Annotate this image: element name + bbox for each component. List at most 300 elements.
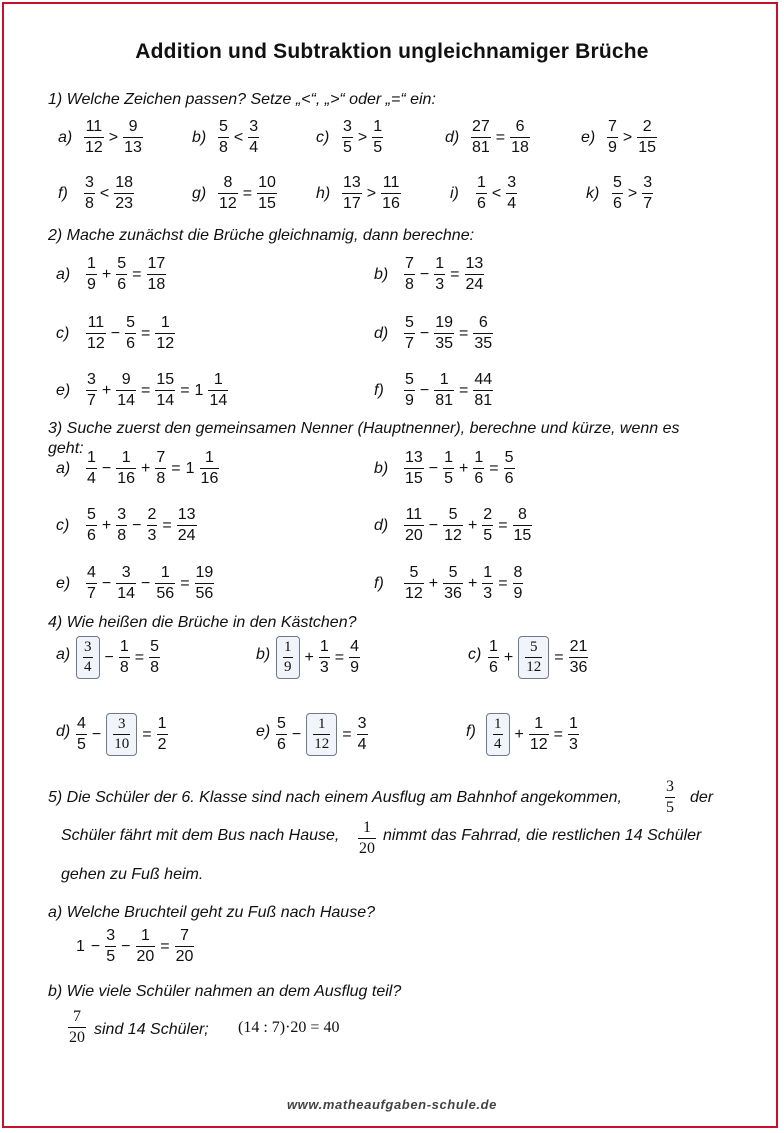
denominator: 6	[126, 335, 136, 352]
numerator: 1	[119, 638, 129, 655]
answer-box	[76, 636, 100, 679]
numerator: 5	[409, 564, 419, 581]
operator: =	[553, 725, 563, 743]
footer-url: www.matheaufgaben-schule.de	[286, 1097, 498, 1112]
fraction	[637, 119, 657, 156]
whole-number: 1	[194, 381, 204, 399]
expression	[610, 175, 655, 212]
operator: =	[459, 324, 469, 342]
numerator: 13	[177, 506, 196, 523]
expression	[216, 175, 279, 212]
fraction: 3 5	[666, 778, 674, 816]
item-label: f)	[374, 575, 384, 592]
fraction	[529, 716, 549, 753]
fraction	[248, 119, 259, 156]
operator: =	[498, 574, 508, 592]
expression	[82, 175, 136, 212]
expression	[402, 450, 517, 487]
item-label: k)	[586, 185, 600, 202]
denominator: 3	[483, 585, 493, 602]
numerator: 1	[444, 449, 454, 466]
item-label: a)	[58, 129, 73, 146]
fraction	[155, 315, 175, 352]
numerator: 1	[319, 638, 329, 655]
operator: +	[141, 459, 151, 477]
denominator: 81	[435, 392, 454, 409]
numerator: 1	[483, 564, 493, 581]
operator: −	[101, 574, 112, 592]
operator: −	[419, 265, 430, 283]
fraction	[86, 450, 97, 487]
denominator: 17	[343, 195, 361, 212]
denominator: 3	[319, 659, 329, 676]
denominator: 4	[84, 659, 92, 675]
denominator: 5	[483, 527, 493, 544]
fraction	[313, 717, 330, 752]
denominator: 12	[526, 659, 542, 675]
numerator: 5	[277, 715, 286, 732]
numerator: 3	[357, 715, 367, 732]
denominator: 15	[638, 139, 657, 156]
numerator: 18	[115, 174, 134, 191]
denominator: 4	[494, 736, 502, 752]
fraction	[86, 372, 97, 409]
fraction	[208, 372, 228, 409]
expression	[84, 450, 221, 487]
operator: =	[134, 648, 145, 666]
fraction	[177, 507, 197, 544]
numerator: 5	[87, 506, 96, 523]
fraction	[357, 716, 368, 753]
item-label: d)	[374, 517, 389, 534]
numerator: 5	[504, 449, 514, 466]
answer-box	[106, 713, 137, 756]
numerator: 1	[568, 715, 578, 732]
task-5-fraction-bus	[663, 779, 677, 816]
denominator: 3	[435, 276, 445, 293]
operator: −	[101, 459, 112, 477]
task-5b-question: b) Wie viele Schüler nahmen an dem Ausflug teil?	[48, 983, 402, 1000]
fraction	[155, 450, 166, 487]
denominator: 9	[87, 276, 96, 293]
denominator: 8	[219, 139, 228, 156]
numerator: 2	[483, 506, 493, 523]
item-label: e)	[581, 129, 596, 146]
denominator: 4	[357, 736, 367, 753]
task-2-heading: 2) Mache zunächst die Brüche gleichnamig, dann berechne:	[48, 227, 475, 244]
fraction	[404, 372, 415, 409]
denominator: 13	[124, 139, 142, 156]
task-5-text-line2a: Schüler fährt mit dem Bus nach Hause,	[61, 827, 340, 844]
fraction	[257, 175, 277, 212]
numerator: 7	[180, 927, 189, 944]
numerator: 6	[478, 314, 488, 331]
operator: −	[428, 516, 439, 534]
fraction	[84, 175, 95, 212]
numerator: 1	[204, 449, 214, 466]
numerator: 3	[84, 639, 92, 655]
denominator: 14	[209, 392, 228, 409]
task-5b-fraction	[66, 1009, 88, 1046]
task-3-heading-cont: geht:	[48, 440, 84, 457]
operator: =	[459, 381, 469, 399]
fraction	[123, 119, 143, 156]
fraction	[76, 716, 87, 753]
numerator: 1	[439, 371, 449, 388]
fraction	[283, 640, 293, 675]
denominator: 6	[474, 470, 484, 487]
fraction	[86, 315, 106, 352]
expression	[216, 119, 261, 156]
operator: +	[101, 381, 112, 399]
whole-number: 1	[185, 459, 195, 477]
denominator: 3	[147, 527, 157, 544]
numerator: 3	[643, 174, 653, 191]
operator: =	[162, 516, 172, 534]
fraction	[372, 119, 383, 156]
denominator: 5	[444, 470, 454, 487]
fraction	[443, 450, 454, 487]
expression	[82, 119, 145, 156]
denominator: 15	[513, 527, 532, 544]
numerator: 19	[435, 314, 454, 331]
denominator: 9	[513, 585, 523, 602]
denominator: 4	[249, 139, 259, 156]
denominator: 18	[511, 139, 529, 156]
operator: −	[121, 937, 131, 955]
operator: =	[450, 265, 460, 283]
expression	[474, 175, 519, 212]
numerator: 3	[85, 174, 94, 191]
expression	[84, 565, 216, 602]
numerator: 4	[87, 564, 96, 581]
fraction	[488, 639, 499, 676]
denominator: 9	[608, 139, 617, 156]
fraction	[473, 372, 493, 409]
item-label: e)	[56, 575, 71, 592]
task-5b-text: sind 14 Schüler;	[94, 1021, 209, 1038]
operator: −	[141, 574, 151, 592]
fraction	[195, 565, 215, 602]
numerator: 1	[477, 174, 486, 191]
numerator: 5	[405, 314, 414, 331]
denominator: 12	[87, 335, 105, 352]
numerator: 13	[405, 449, 423, 466]
page-title: Addition und Subtraktion ungleichnamiger Brüche	[135, 40, 649, 63]
denominator: 8	[119, 659, 129, 676]
expression	[274, 636, 362, 679]
numerator: 7	[156, 449, 166, 466]
denominator: 24	[177, 527, 196, 544]
denominator: 3	[568, 736, 578, 753]
denominator: 9	[350, 659, 359, 676]
denominator: 7	[405, 335, 414, 352]
fraction	[465, 256, 485, 293]
numerator: 11	[382, 174, 400, 191]
comparison-sign: >	[366, 184, 377, 202]
fraction: 1 20	[359, 819, 375, 857]
comparison-sign: >	[108, 128, 119, 146]
operator: +	[459, 459, 469, 477]
numerator: 1	[213, 371, 223, 388]
operator: +	[101, 265, 112, 283]
item-label: c)	[316, 129, 330, 146]
numerator: 11	[405, 506, 423, 523]
denominator: 12	[314, 736, 330, 752]
denominator: 12	[156, 335, 175, 352]
fraction	[86, 507, 97, 544]
task-5-text-line2b: nimmt das Fahrrad, die restlichen 14 Schüler	[383, 827, 702, 844]
fraction	[83, 640, 93, 675]
denominator: 7	[87, 392, 96, 409]
numerator: 5	[117, 255, 127, 272]
fraction	[612, 175, 623, 212]
fraction	[319, 639, 330, 676]
denominator: 7	[87, 585, 96, 602]
expression	[469, 119, 532, 156]
item-label: c)	[56, 517, 70, 534]
numerator: 2	[642, 118, 652, 135]
fraction	[513, 565, 524, 602]
fraction	[155, 565, 175, 602]
task-5-text-line1: 5) Die Schüler der 6. Klasse sind nach einem Ausflug am Bahnhof angekommen,	[48, 789, 622, 806]
item-label: b)	[374, 460, 389, 477]
item-label: d)	[56, 723, 71, 740]
operator: =	[141, 324, 151, 342]
expression	[605, 119, 659, 156]
task-3-heading: 3) Suche zuerst den gemeinsamen Nenner (Hauptnenner), berechne und kürze, wenn es	[48, 420, 680, 437]
numerator: 1	[87, 255, 96, 272]
comparison-sign: >	[622, 128, 633, 146]
item-label: f)	[58, 185, 68, 202]
comparison-sign: <	[491, 184, 502, 202]
fraction	[443, 565, 463, 602]
numerator: 1	[435, 255, 445, 272]
item-label: b)	[374, 266, 389, 283]
denominator: 20	[405, 527, 423, 544]
numerator: 3	[117, 506, 127, 523]
fraction	[404, 450, 424, 487]
fraction	[607, 119, 618, 156]
numerator: 3	[507, 174, 517, 191]
denominator: 15	[258, 195, 276, 212]
denominator: 6	[477, 195, 486, 212]
item-label: i)	[450, 185, 459, 202]
numerator: 1	[160, 564, 170, 581]
operator: −	[428, 459, 439, 477]
numerator: 4	[77, 715, 86, 732]
denominator: 16	[200, 470, 219, 487]
denominator: 5	[106, 948, 116, 965]
fraction	[404, 315, 415, 352]
numerator: 1	[373, 118, 383, 135]
numerator: 8	[223, 174, 233, 191]
denominator: 6	[87, 527, 96, 544]
item-label: d)	[374, 325, 389, 342]
task-5-fraction-bike	[356, 820, 378, 857]
fraction	[434, 315, 454, 352]
numerator: 1	[160, 314, 170, 331]
fraction	[147, 256, 167, 293]
comparison-sign: <	[99, 184, 110, 202]
task-5b-calculation: (14 : 7)·20 = 40	[238, 1019, 340, 1036]
task-5a-question: a) Welche Bruchteil geht zu Fuß nach Hause?	[48, 904, 375, 921]
denominator: 56	[195, 585, 214, 602]
fraction	[116, 256, 127, 293]
operator: +	[467, 574, 478, 592]
numerator: 5	[126, 314, 136, 331]
answer-box	[518, 636, 549, 679]
expression	[402, 507, 534, 544]
fraction	[86, 565, 97, 602]
numerator: 1	[121, 449, 131, 466]
operator: =	[180, 381, 190, 399]
operator: −	[419, 381, 430, 399]
item-label: c)	[468, 646, 482, 663]
denominator: 81	[474, 392, 493, 409]
fraction	[125, 315, 136, 352]
numerator: 5	[448, 506, 458, 523]
denominator: 24	[465, 276, 484, 293]
operator: +	[514, 725, 524, 743]
numerator: 11	[85, 118, 103, 135]
numerator: 5	[530, 639, 538, 655]
numerator: 1	[318, 716, 326, 732]
answer-box	[486, 713, 510, 756]
expression	[84, 372, 230, 409]
denominator: 5	[343, 139, 352, 156]
denominator: 12	[219, 195, 237, 212]
item-label: f)	[466, 723, 476, 740]
operator: −	[90, 937, 101, 955]
numerator: 10	[258, 174, 276, 191]
numerator: 7	[405, 255, 414, 272]
numerator: 1	[284, 639, 292, 655]
numerator: 13	[343, 174, 361, 191]
fraction	[349, 639, 360, 676]
operator: +	[101, 516, 112, 534]
numerator: 1	[87, 449, 96, 466]
denominator: 9	[405, 392, 414, 409]
numerator: 5	[150, 638, 159, 655]
denominator: 8	[150, 659, 159, 676]
numerator: 9	[128, 118, 138, 135]
fraction	[434, 372, 454, 409]
item-label: a)	[56, 460, 71, 477]
task-5-text-line1-end: der	[690, 789, 714, 806]
item-label: c)	[56, 325, 70, 342]
denominator: 35	[474, 335, 493, 352]
numerator: 21	[569, 638, 588, 655]
operator: =	[171, 459, 181, 477]
operator: −	[104, 648, 114, 666]
fraction	[157, 716, 168, 753]
numerator: 17	[147, 255, 166, 272]
operator: =	[132, 265, 142, 283]
denominator: 18	[147, 276, 166, 293]
denominator: 8	[117, 527, 127, 544]
fraction	[471, 119, 491, 156]
operator: +	[428, 574, 439, 592]
denominator: 36	[444, 585, 462, 602]
denominator: 20	[175, 948, 194, 965]
item-label: b)	[192, 129, 207, 146]
denominator: 8	[85, 195, 94, 212]
operator: +	[467, 516, 478, 534]
fraction	[218, 119, 229, 156]
expression	[340, 175, 403, 212]
denominator: 12	[529, 736, 548, 753]
denominator: 14	[117, 392, 136, 409]
fraction	[116, 450, 136, 487]
item-label: e)	[256, 723, 271, 740]
numerator: 9	[121, 371, 131, 388]
operator: −	[291, 725, 302, 743]
numerator: 3	[87, 371, 96, 388]
denominator: 14	[117, 585, 136, 602]
item-label: b)	[256, 646, 271, 663]
denominator: 9	[284, 659, 292, 675]
fraction	[114, 175, 134, 212]
numerator: 1	[489, 638, 498, 655]
fraction	[84, 119, 104, 156]
numerator: 6	[515, 118, 525, 135]
fraction	[105, 928, 116, 965]
expression	[74, 636, 162, 679]
numerator: 1	[474, 449, 484, 466]
numerator: 3	[343, 118, 352, 135]
numerator: 7	[608, 118, 617, 135]
denominator: 6	[117, 276, 127, 293]
fraction	[116, 565, 136, 602]
fraction	[149, 639, 160, 676]
numerator: 2	[147, 506, 157, 523]
denominator: 36	[569, 659, 588, 676]
item-label: f)	[374, 382, 384, 399]
fraction	[434, 256, 445, 293]
fraction	[569, 639, 589, 676]
denominator: 6	[489, 659, 498, 676]
expression	[84, 507, 199, 544]
fraction	[175, 928, 195, 965]
operator: =	[554, 648, 564, 666]
fraction	[342, 119, 353, 156]
fraction	[443, 507, 463, 544]
denominator: 12	[405, 585, 423, 602]
comparison-sign: =	[242, 184, 253, 202]
denominator: 20	[136, 948, 155, 965]
operator: −	[132, 516, 142, 534]
comparison-sign: <	[233, 128, 244, 146]
denominator: 5	[373, 139, 383, 156]
denominator: 23	[115, 195, 134, 212]
comparison-sign: >	[357, 128, 368, 146]
item-label: g)	[192, 185, 207, 202]
fraction	[136, 928, 156, 965]
numerator: 1	[140, 927, 150, 944]
fraction	[218, 175, 238, 212]
expression	[74, 713, 170, 756]
whole-number: 1	[76, 937, 85, 955]
numerator: 5	[613, 174, 622, 191]
operator: =	[489, 459, 499, 477]
numerator: 27	[472, 118, 490, 135]
numerator: 8	[517, 506, 527, 523]
fraction	[568, 716, 579, 753]
fraction	[155, 372, 175, 409]
operator: =	[342, 725, 352, 743]
expression	[402, 565, 525, 602]
